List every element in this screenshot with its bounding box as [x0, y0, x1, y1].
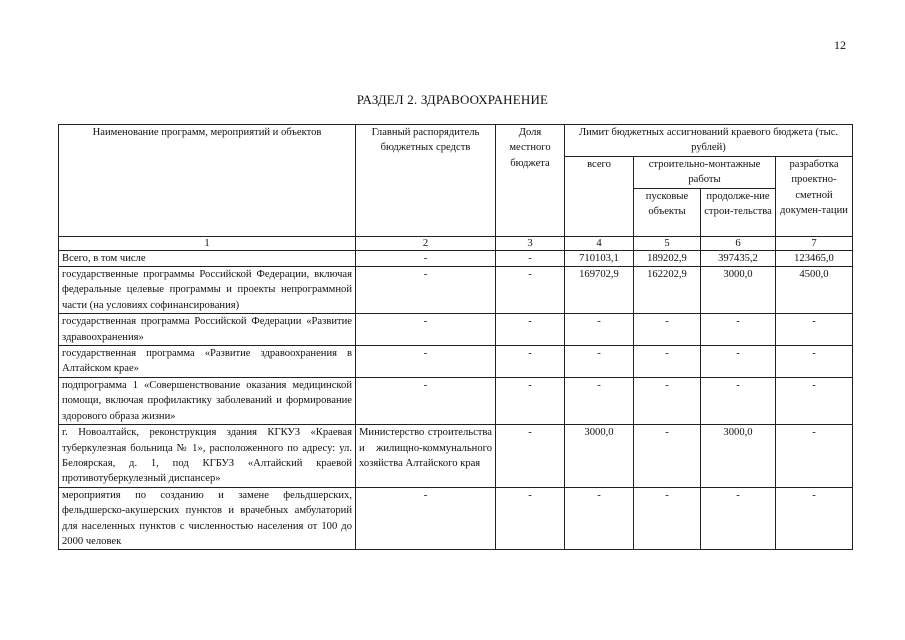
- table-row: [59, 487, 853, 550]
- column-number: 1: [59, 236, 356, 250]
- cell-design: -: [776, 314, 853, 346]
- cell-distributor: -: [356, 314, 496, 346]
- column-number: 7: [776, 236, 853, 250]
- cell-total: 169702,9: [565, 267, 634, 314]
- cell-design: -: [776, 346, 853, 378]
- column-number-row: [59, 236, 853, 250]
- table-row: [59, 267, 853, 314]
- cell-distributor: Министерство строительства и жилищно-коммунального хозяйства Алтайского края: [356, 425, 496, 488]
- column-number: 4: [565, 236, 634, 250]
- header-design: разработка проектно-сметной докумен-тации: [776, 156, 853, 236]
- table-row: [59, 250, 853, 266]
- cell-local-share: -: [496, 346, 565, 378]
- cell-distributor: -: [356, 267, 496, 314]
- cell-startup: -: [634, 346, 701, 378]
- budget-table: [58, 124, 853, 550]
- cell-total: 3000,0: [565, 425, 634, 488]
- cell-name: подпрограмма 1 «Совершенствование оказания медицинской помощи, включая профилактику заболеваний и формирование здорового образа жизни»: [59, 377, 356, 424]
- section-title: РАЗДЕЛ 2. ЗДРАВООХРАНЕНИЕ: [356, 92, 549, 107]
- cell-ongoing: -: [701, 314, 776, 346]
- cell-startup: 189202,9: [634, 250, 701, 266]
- header-construction: строительно-монтажные работы: [634, 156, 776, 188]
- cell-startup: -: [634, 377, 701, 424]
- cell-design: 123465,0: [776, 250, 853, 266]
- cell-total: -: [565, 314, 634, 346]
- cell-ongoing: -: [701, 487, 776, 550]
- page-number: 12: [834, 38, 846, 52]
- cell-local-share: -: [496, 487, 565, 550]
- cell-ongoing: -: [701, 377, 776, 424]
- cell-ongoing: 3000,0: [701, 267, 776, 314]
- cell-name: государственная программа «Развитие здравоохранения в Алтайском крае»: [59, 346, 356, 378]
- cell-distributor: -: [356, 250, 496, 266]
- cell-local-share: -: [496, 425, 565, 488]
- header-ongoing: продолже-ние строи-тельства: [701, 188, 776, 236]
- cell-name: мероприятия по созданию и замене фельдшерских, фельдшерско-акушерских пунктов и врачебных амбулаторий для населенных пунктов с численностью населения от 100 до 2000 человек: [59, 487, 356, 550]
- cell-local-share: -: [496, 314, 565, 346]
- header-startup: пусковые объекты: [634, 188, 701, 236]
- header-total: всего: [565, 156, 634, 236]
- cell-distributor: -: [356, 487, 496, 550]
- cell-local-share: -: [496, 267, 565, 314]
- cell-name: Всего, в том числе: [59, 250, 356, 266]
- cell-total: -: [565, 377, 634, 424]
- cell-name: государственная программа Российской Федерации «Развитие здравоохранения»: [59, 314, 356, 346]
- cell-ongoing: 397435,2: [701, 250, 776, 266]
- cell-total: -: [565, 346, 634, 378]
- table-row: [59, 346, 853, 378]
- header-distributor: Главный распорядитель бюджетных средств: [356, 125, 496, 237]
- cell-design: 4500,0: [776, 267, 853, 314]
- column-number: 3: [496, 236, 565, 250]
- cell-distributor: -: [356, 377, 496, 424]
- cell-local-share: -: [496, 250, 565, 266]
- table-row: [59, 314, 853, 346]
- cell-design: -: [776, 487, 853, 550]
- table-body: [59, 250, 853, 550]
- cell-design: -: [776, 377, 853, 424]
- header-name: Наименование программ, мероприятий и объектов: [59, 125, 356, 237]
- cell-total: 710103,1: [565, 250, 634, 266]
- cell-name: государственные программы Российской Федерации, включая федеральные целевые программы и проекты непрограммной части (на условиях софинансирования): [59, 267, 356, 314]
- cell-startup: -: [634, 425, 701, 488]
- header-local-share: Доля местного бюджета: [496, 125, 565, 237]
- cell-ongoing: -: [701, 346, 776, 378]
- cell-distributor: -: [356, 346, 496, 378]
- column-number: 5: [634, 236, 701, 250]
- cell-total: -: [565, 487, 634, 550]
- column-number: 6: [701, 236, 776, 250]
- table-row: [59, 377, 853, 424]
- cell-startup: 162202,9: [634, 267, 701, 314]
- cell-name: г. Новоалтайск, реконструкция здания КГКУЗ «Краевая туберкулезная больница № 1», расположенного по адресу: ул. Белоярская, д. 1, под КГБУЗ «Алтайский краевой противотуберкулезный диспансер»: [59, 425, 356, 488]
- table-row: [59, 425, 853, 488]
- cell-startup: -: [634, 487, 701, 550]
- cell-ongoing: 3000,0: [701, 425, 776, 488]
- header-limit: Лимит бюджетных ассигнований краевого бюджета (тыс. рублей): [565, 125, 853, 157]
- cell-design: -: [776, 425, 853, 488]
- column-number: 2: [356, 236, 496, 250]
- cell-startup: -: [634, 314, 701, 346]
- cell-local-share: -: [496, 377, 565, 424]
